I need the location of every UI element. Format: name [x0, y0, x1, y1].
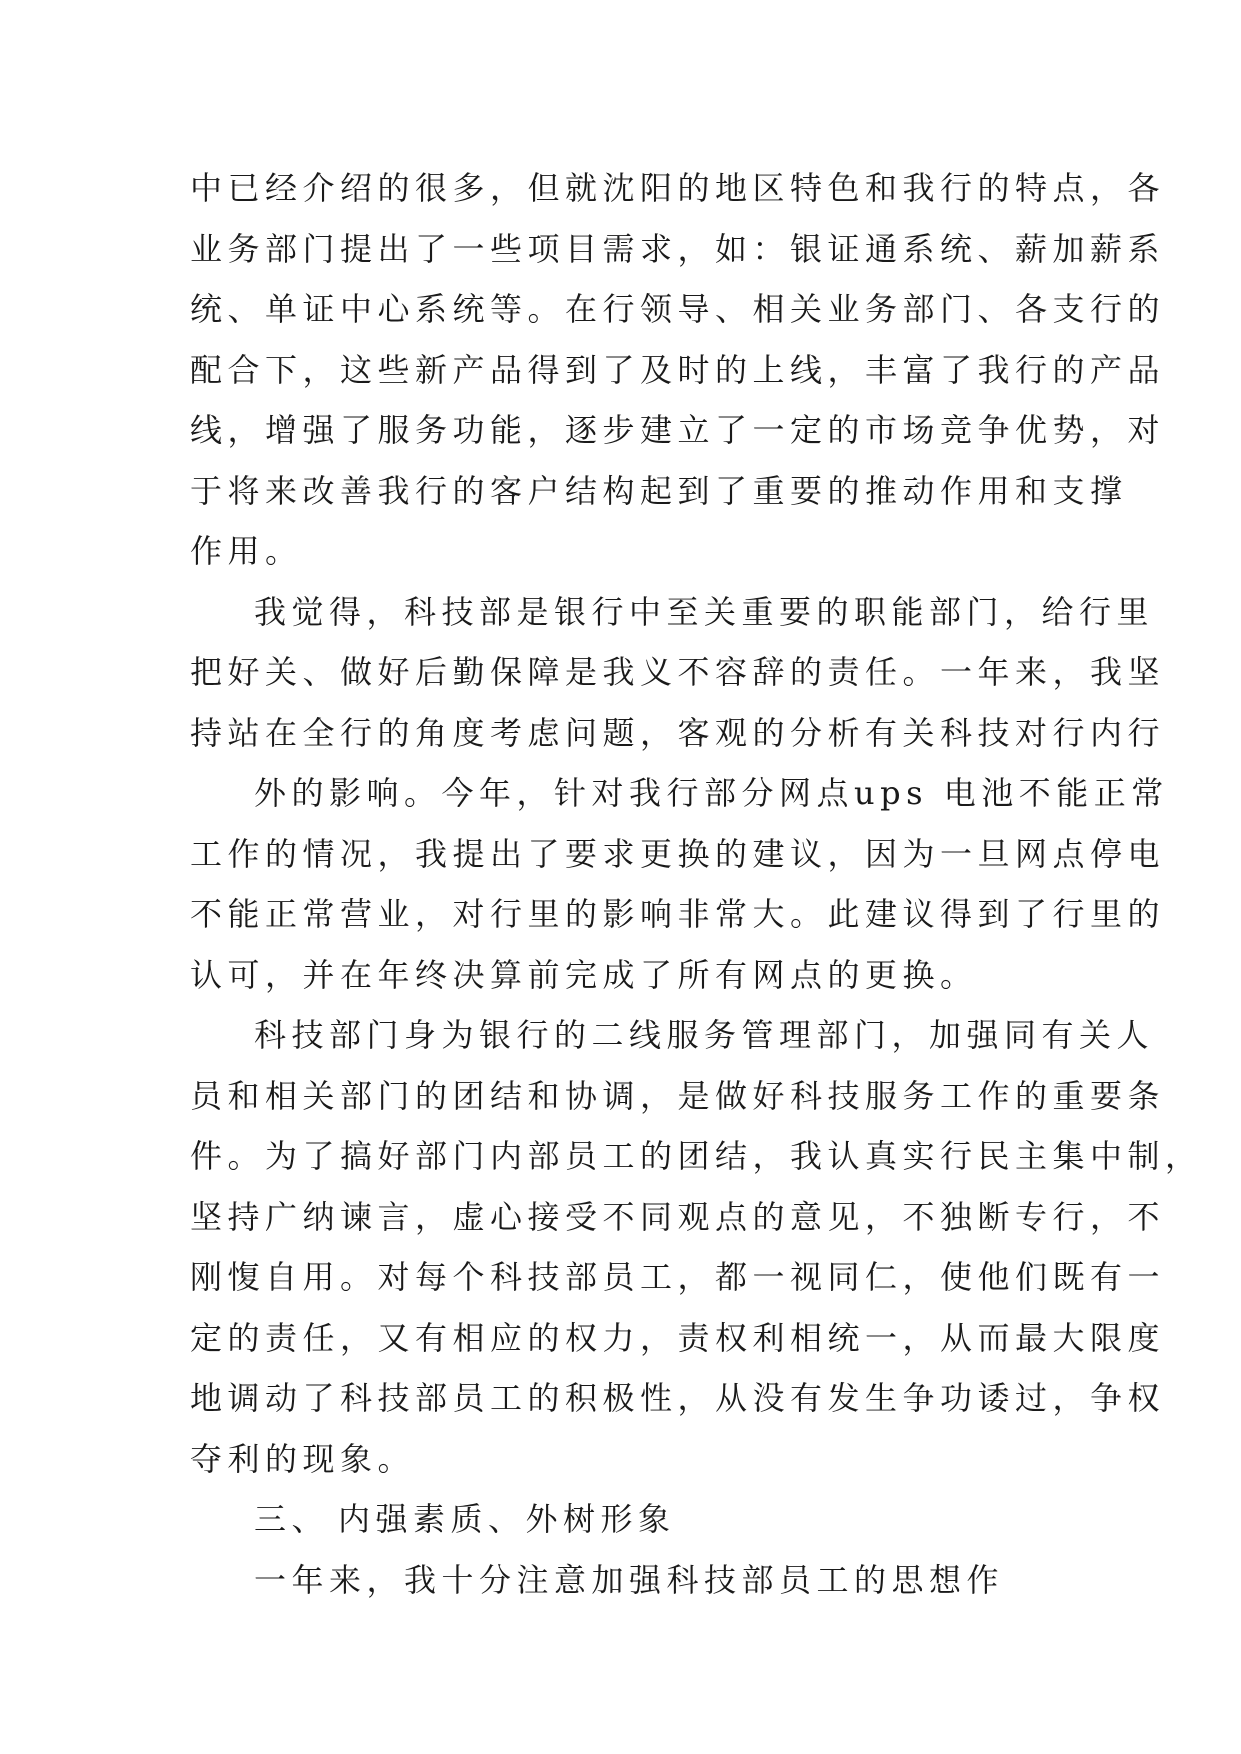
section-title: 内强素质、外树形象 [338, 1500, 676, 1538]
text-line: 不能正常营业，对行里的影响非常大。此建议得到了行里的 [190, 895, 1166, 933]
text-line: 地调动了科技部员工的积极性，从没有发生争功诿过，争权 [190, 1379, 1166, 1417]
text-line: 线，增强了服务功能，逐步建立了一定的市场竞争优势，对 [190, 411, 1166, 449]
text-line: 一年来，我十分注意加强科技部员工的思想作 [254, 1560, 1005, 1599]
text-line: 于将来改善我行的客户结构起到了重要的推动作用和支撑 [190, 471, 1128, 510]
text-line: 刚愎自用。对每个科技部员工，都一视同仁，使他们既有一 [190, 1258, 1166, 1296]
text-line: 作用。 [190, 532, 303, 570]
text-line: 统、单证中心系统等。在行领导、相关业务部门、各支行的 [190, 290, 1166, 328]
text-line: 业务部门提出了一些项目需求，如：银证通系统、薪加薪系 [190, 229, 1166, 268]
paragraph-2 [190, 582, 1166, 764]
text-line: 坚持广纳谏言，虚心接受不同观点的意见，不独断专行，不 [190, 1197, 1166, 1236]
document-body [190, 158, 1203, 1610]
paragraph-3 [190, 763, 1169, 1005]
text-line: 定的责任，又有相应的权力，责权利相统一，从而最大限度 [190, 1318, 1166, 1357]
text-line: 中已经介绍的很多，但就沈阳的地区特色和我行的特点，各 [190, 169, 1166, 207]
text-line: 持站在全行的角度考虑问题，客观的分析有关科技对行内行 [190, 713, 1166, 752]
text-line: 外的影响。今年，针对我行部分网点ups 电池不能正常 [254, 774, 1169, 812]
text-line: 工作的情况，我提出了要求更换的建议，因为一旦网点停电 [190, 834, 1166, 873]
text-line: 认可，并在年终决算前完成了所有网点的更换。 [190, 955, 978, 994]
paragraph-1 [190, 158, 1166, 582]
text-line: 夺利的现象。 [190, 1439, 416, 1478]
paragraph-4 [190, 1005, 1203, 1489]
text-line: 科技部门身为银行的二线服务管理部门，加强同有关人 [254, 1016, 1155, 1054]
text-line: 把好关、做好后勤保障是我义不容辞的责任。一年来，我坚 [190, 653, 1166, 691]
section-heading [190, 1489, 1050, 1550]
section-number: 三、 [254, 1500, 330, 1538]
text-line: 我觉得，科技部是银行中至关重要的职能部门，给行里 [254, 592, 1155, 631]
text-line: 件。为了搞好部门内部员工的团结，我认真实行民主集中制， [190, 1137, 1203, 1175]
text-line: 员和相关部门的团结和协调，是做好科技服务工作的重要条 [190, 1076, 1166, 1115]
text-line: 配合下，这些新产品得到了及时的上线，丰富了我行的产品 [190, 350, 1166, 389]
